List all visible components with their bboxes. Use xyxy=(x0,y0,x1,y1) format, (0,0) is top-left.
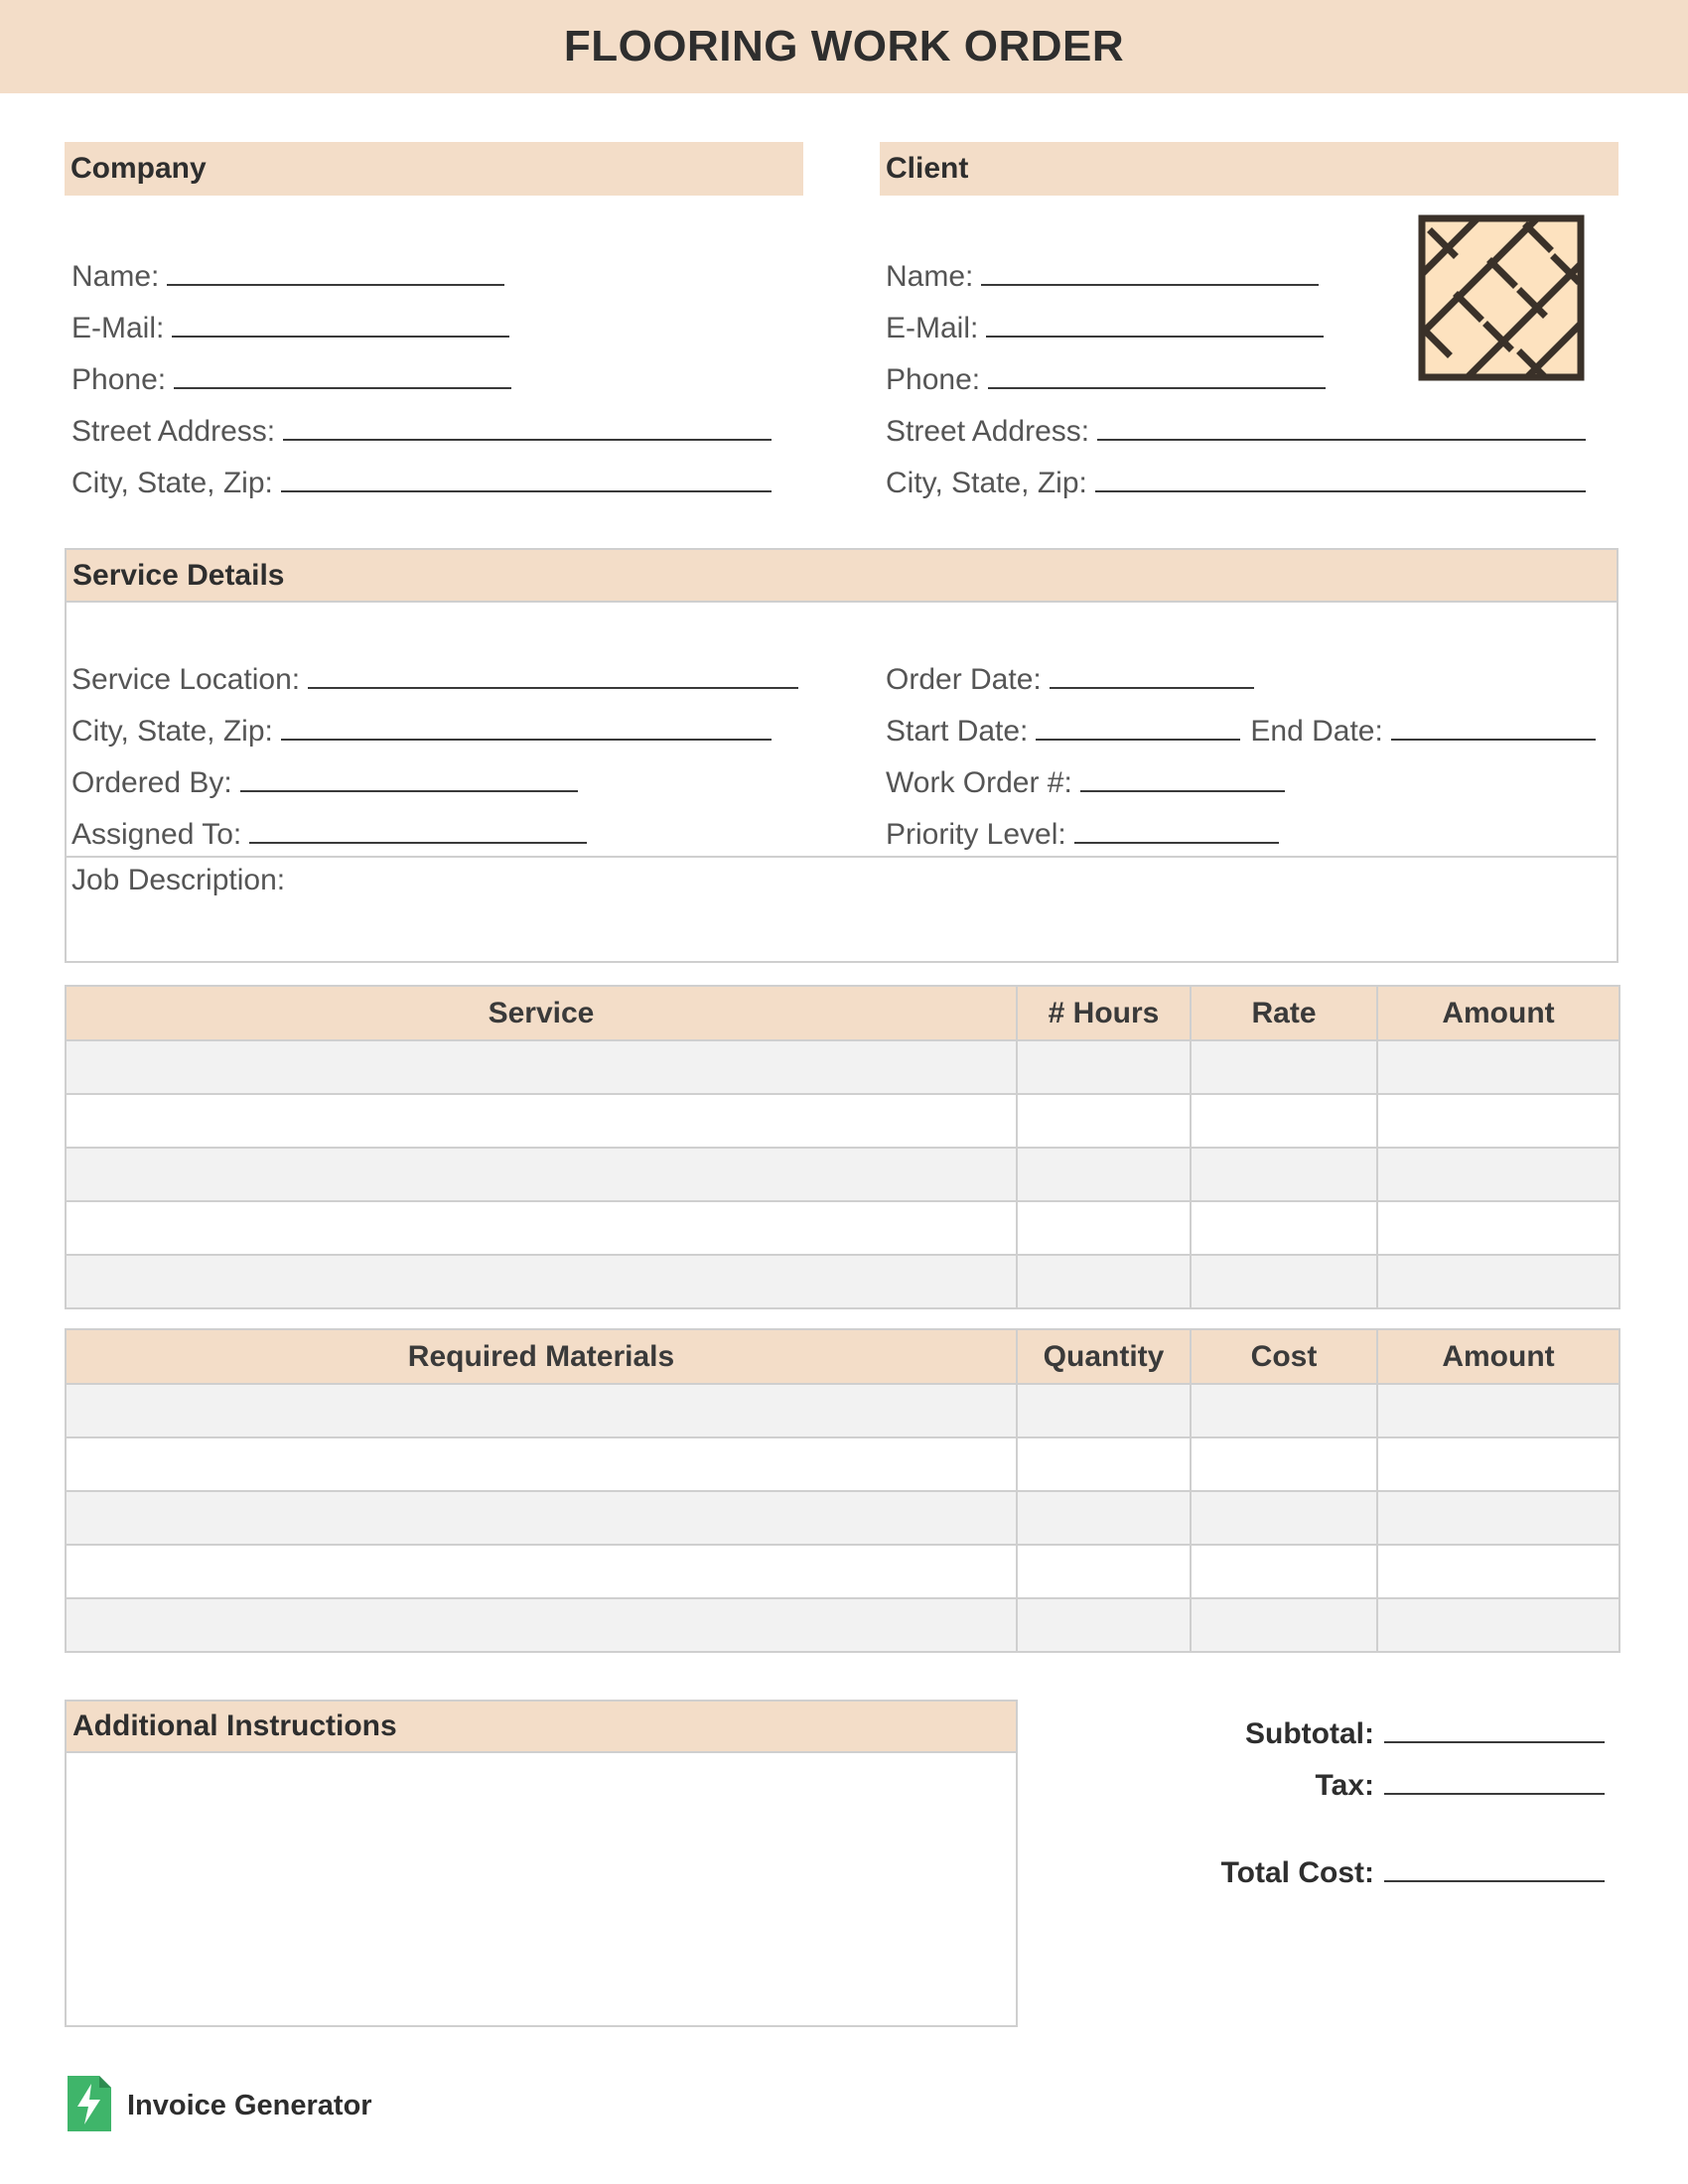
quantity-cell[interactable] xyxy=(1017,1598,1191,1652)
total-underline[interactable] xyxy=(1384,1880,1605,1882)
cost-cell[interactable] xyxy=(1191,1598,1377,1652)
tax-underline[interactable] xyxy=(1384,1793,1605,1795)
end-date-underline[interactable] xyxy=(1391,739,1596,741)
field-label: E-Mail: xyxy=(71,312,165,344)
table-row xyxy=(66,1545,1619,1598)
work-order-field[interactable] xyxy=(886,749,1611,800)
field-label: City, State, Zip: xyxy=(71,715,273,748)
service-details-heading xyxy=(67,550,1617,603)
brand-footer xyxy=(68,2077,372,2134)
quantity-cell[interactable] xyxy=(1017,1384,1191,1437)
table-row xyxy=(66,1384,1619,1437)
company-heading xyxy=(65,142,803,196)
service-city-field[interactable] xyxy=(71,697,826,749)
field-label: Start Date: xyxy=(886,715,1029,748)
amount-cell[interactable] xyxy=(1377,1598,1619,1652)
assigned-to-field[interactable] xyxy=(71,800,826,852)
amount-cell[interactable] xyxy=(1377,1384,1619,1437)
subtotal-field[interactable] xyxy=(1092,1700,1605,1751)
ordered-by-underline[interactable] xyxy=(240,790,578,792)
title-band xyxy=(0,0,1688,93)
amount-cell[interactable] xyxy=(1377,1040,1619,1094)
company-city-field[interactable] xyxy=(71,449,796,500)
tax-field[interactable] xyxy=(1092,1751,1605,1803)
field-label: Assigned To: xyxy=(71,818,242,851)
amount-header: Amount xyxy=(1377,986,1619,1040)
field-label: Order Date: xyxy=(886,663,1042,696)
table-row xyxy=(66,1255,1619,1308)
amount-cell[interactable] xyxy=(1377,1437,1619,1491)
field-label: Street Address: xyxy=(886,415,1090,448)
field-label: End Date: xyxy=(1250,715,1383,748)
phone-underline[interactable] xyxy=(174,387,511,389)
hours-cell[interactable] xyxy=(1017,1255,1191,1308)
email-underline[interactable] xyxy=(172,336,509,338)
material-cell[interactable] xyxy=(66,1598,1017,1652)
material-cell[interactable] xyxy=(66,1491,1017,1545)
service-cell[interactable] xyxy=(66,1040,1017,1094)
document-title: FLOORING WORK ORDER xyxy=(563,22,1125,70)
service-location-field[interactable] xyxy=(71,645,826,697)
amount-cell[interactable] xyxy=(1377,1148,1619,1201)
work-order-underline[interactable] xyxy=(1080,790,1285,792)
assigned-to-underline[interactable] xyxy=(249,842,587,844)
company-street-field[interactable] xyxy=(71,397,796,449)
service-header: Service xyxy=(66,986,1017,1040)
quantity-cell[interactable] xyxy=(1017,1437,1191,1491)
field-label: Ordered By: xyxy=(71,766,232,799)
street-underline[interactable] xyxy=(1097,439,1586,441)
total-label: Total Cost: xyxy=(1220,1856,1374,1889)
client-city-field[interactable] xyxy=(886,449,1611,500)
service-details-left xyxy=(71,645,826,852)
rate-cell[interactable] xyxy=(1191,1148,1377,1201)
client-heading-label: Client xyxy=(886,152,969,185)
phone-underline[interactable] xyxy=(988,387,1326,389)
total-cost-field[interactable] xyxy=(1092,1839,1605,1890)
hours-cell[interactable] xyxy=(1017,1094,1191,1148)
materials-table xyxy=(65,1328,1620,1653)
services-table xyxy=(65,985,1620,1309)
table-row xyxy=(66,1148,1619,1201)
street-underline[interactable] xyxy=(283,439,772,441)
city-underline[interactable] xyxy=(281,490,772,492)
rate-cell[interactable] xyxy=(1191,1255,1377,1308)
field-label: Phone: xyxy=(71,363,167,396)
table-row xyxy=(66,1491,1619,1545)
service-details-heading-label: Service Details xyxy=(72,558,285,592)
start-end-date-field[interactable] xyxy=(886,697,1611,749)
client-street-field[interactable] xyxy=(886,397,1611,449)
amount-cell[interactable] xyxy=(1377,1491,1619,1545)
field-label: Phone: xyxy=(886,363,981,396)
totals-block xyxy=(1092,1700,1605,1890)
job-description-area[interactable] xyxy=(71,864,1601,959)
service-cell[interactable] xyxy=(66,1255,1017,1308)
field-label: E-Mail: xyxy=(886,312,979,344)
subtotal-label: Subtotal: xyxy=(1245,1717,1374,1750)
cost-cell[interactable] xyxy=(1191,1437,1377,1491)
city-underline[interactable] xyxy=(281,739,772,741)
rate-cell[interactable] xyxy=(1191,1094,1377,1148)
table-row xyxy=(66,1598,1619,1652)
start-date-underline[interactable] xyxy=(1036,739,1240,741)
table-row xyxy=(66,1040,1619,1094)
service-details-right xyxy=(886,645,1611,852)
materials-header: Required Materials xyxy=(66,1329,1017,1384)
quantity-cell[interactable] xyxy=(1017,1545,1191,1598)
email-underline[interactable] xyxy=(986,336,1324,338)
material-cell[interactable] xyxy=(66,1384,1017,1437)
quantity-header: Quantity xyxy=(1017,1329,1191,1384)
material-cell[interactable] xyxy=(66,1545,1017,1598)
job-description-divider xyxy=(65,856,1618,858)
field-label: City, State, Zip: xyxy=(886,467,1087,499)
client-heading xyxy=(880,142,1618,196)
material-cell[interactable] xyxy=(66,1437,1017,1491)
hours-cell[interactable] xyxy=(1017,1148,1191,1201)
cost-cell[interactable] xyxy=(1191,1491,1377,1545)
job-description-label: Job Description: xyxy=(71,864,286,896)
lightning-document-icon xyxy=(68,2076,111,2136)
service-cell[interactable] xyxy=(66,1148,1017,1201)
hours-header: # Hours xyxy=(1017,986,1191,1040)
location-underline[interactable] xyxy=(308,687,798,689)
company-heading-label: Company xyxy=(70,152,207,185)
amount-cell[interactable] xyxy=(1377,1545,1619,1598)
amount-cell[interactable] xyxy=(1377,1255,1619,1308)
field-label: Priority Level: xyxy=(886,818,1066,851)
additional-instructions-heading xyxy=(67,1702,1016,1753)
name-underline[interactable] xyxy=(981,284,1319,286)
amount-cell[interactable] xyxy=(1377,1094,1619,1148)
amount-cell[interactable] xyxy=(1377,1201,1619,1255)
hours-cell[interactable] xyxy=(1017,1201,1191,1255)
service-cell[interactable] xyxy=(66,1094,1017,1148)
field-label: Work Order #: xyxy=(886,766,1072,799)
name-underline[interactable] xyxy=(167,284,504,286)
table-row xyxy=(66,1094,1619,1148)
field-label: Service Location: xyxy=(71,663,301,696)
table-row xyxy=(66,1201,1619,1255)
field-label: Name: xyxy=(71,260,160,293)
ordered-by-field[interactable] xyxy=(71,749,826,800)
tax-label: Tax: xyxy=(1315,1769,1374,1802)
table-row xyxy=(66,1437,1619,1491)
amount-header: Amount xyxy=(1377,1329,1619,1384)
field-label: Street Address: xyxy=(71,415,276,448)
company-name-field[interactable] xyxy=(71,242,796,294)
field-label: Name: xyxy=(886,260,974,293)
order-date-field[interactable] xyxy=(886,645,1611,697)
priority-level-field[interactable] xyxy=(886,800,1611,852)
additional-instructions-label: Additional Instructions xyxy=(72,1709,397,1742)
subtotal-underline[interactable] xyxy=(1384,1741,1605,1743)
rate-cell[interactable] xyxy=(1191,1201,1377,1255)
hours-cell[interactable] xyxy=(1017,1040,1191,1094)
parquet-floor-icon xyxy=(1418,214,1585,381)
field-label: City, State, Zip: xyxy=(71,467,273,499)
company-phone-field[interactable] xyxy=(71,345,796,397)
cost-cell[interactable] xyxy=(1191,1384,1377,1437)
company-fields xyxy=(71,242,796,500)
order-date-underline[interactable] xyxy=(1050,687,1254,689)
rate-cell[interactable] xyxy=(1191,1040,1377,1094)
priority-underline[interactable] xyxy=(1074,842,1279,844)
city-underline[interactable] xyxy=(1095,490,1586,492)
company-email-field[interactable] xyxy=(71,294,796,345)
cost-header: Cost xyxy=(1191,1329,1377,1384)
service-cell[interactable] xyxy=(66,1201,1017,1255)
brand-name: Invoice Generator xyxy=(127,2089,372,2121)
rate-header: Rate xyxy=(1191,986,1377,1040)
quantity-cell[interactable] xyxy=(1017,1491,1191,1545)
cost-cell[interactable] xyxy=(1191,1545,1377,1598)
